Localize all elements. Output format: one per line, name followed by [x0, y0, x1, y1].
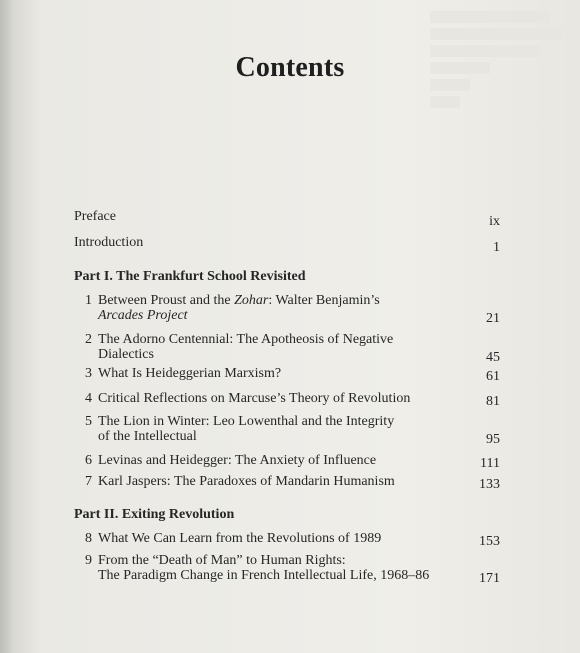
part-heading: Part I. The Frankfurt School Revisited	[74, 269, 306, 284]
toc-page-number: 21	[486, 311, 500, 326]
toc-page-number: 171	[479, 571, 500, 586]
toc-page-number: ix	[489, 214, 500, 229]
chapter-title-line-2: Dialectics	[98, 347, 154, 362]
toc-entry-introduction[interactable]	[74, 234, 500, 255]
chapter-title-line-2: Arcades Project	[98, 308, 188, 323]
chapter-number: 1	[85, 293, 92, 308]
chapter-title-line-1: Critical Reflections on Marcuse’s Theory of Revolution	[98, 391, 411, 406]
toc-page-number: 95	[486, 432, 500, 447]
toc-page-number: 81	[486, 394, 500, 409]
toc-page-number: 1	[493, 240, 500, 255]
chapter-title-line-1: Between Proust and the Zohar: Walter Benjamin’s	[98, 293, 380, 308]
part-heading: Part II. Exiting Revolution	[74, 507, 235, 522]
chapter-title-line-1: Karl Jaspers: The Paradoxes of Mandarin Humanism	[98, 474, 395, 489]
chapter-title-line-1: Levinas and Heidegger: The Anxiety of Influence	[98, 453, 377, 468]
chapter-title-line-1: What We Can Learn from the Revolutions of 1989	[98, 531, 382, 546]
toc-page-number: 61	[486, 369, 500, 384]
chapter-title-line-1: The Lion in Winter: Leo Lowenthal and the Integrity	[98, 414, 395, 429]
chapter-number: 3	[85, 366, 92, 381]
chapter-number: 7	[85, 474, 92, 489]
toc-page-number: 153	[479, 534, 500, 549]
chapter-title-line-1: From the “Death of Man” to Human Rights:	[98, 553, 346, 568]
chapter-number: 4	[85, 391, 92, 406]
chapter-number: 5	[85, 414, 92, 429]
toc-entry-preface[interactable]	[74, 208, 500, 229]
chapter-title-italic: Zohar	[234, 293, 269, 308]
chapter-number: 6	[85, 453, 92, 468]
chapter-number: 2	[85, 332, 92, 347]
chapter-number: 8	[85, 531, 92, 546]
chapter-title-line-1: What Is Heideggerian Marxism?	[98, 366, 282, 381]
chapter-title-line-1: The Adorno Centennial: The Apotheosis of Negative	[98, 332, 394, 347]
toc-page-number: 111	[480, 456, 500, 471]
chapter-title-line-2: of the Intellectual	[98, 429, 197, 444]
chapter-title-line-2: The Paradigm Change in French Intellectual Life, 1968–86	[98, 568, 430, 583]
toc-page-number: 45	[486, 350, 500, 365]
page-title: Contents	[235, 52, 345, 83]
toc-entry-label: Introduction	[74, 235, 144, 250]
chapter-number: 9	[85, 553, 92, 568]
toc-entry-label: Preface	[74, 209, 116, 224]
toc-page-number: 133	[479, 477, 500, 492]
